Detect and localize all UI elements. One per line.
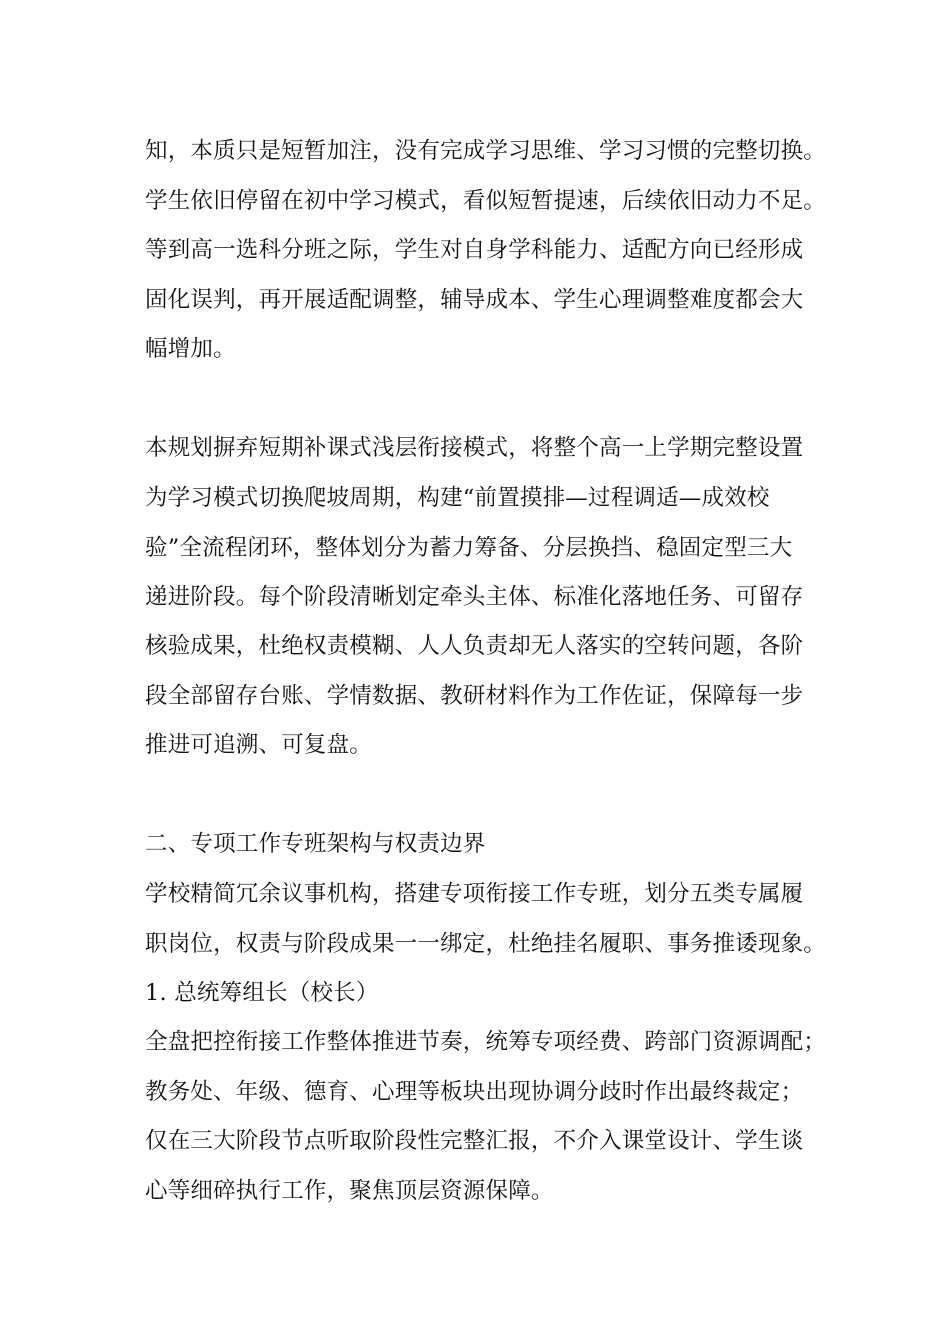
paragraph-line: 知，本质只是短暂加注，没有完成学习思维、学习习惯的完整切换。 [145, 138, 827, 164]
paragraph-line: 学生依旧停留在初中学习模式，看似短暂提速，后续依旧动力不足。 [145, 188, 827, 214]
paragraph-line: 固化误判，再开展适配调整，辅导成本、学生心理调整难度都会大 [145, 287, 804, 313]
paragraph-line: 推进可追溯、可复盘。 [145, 732, 373, 758]
paragraph-line: 幅增加。 [145, 336, 236, 362]
paragraph-line: 段全部留存台账、学情数据、教研材料作为工作佐证，保障每一步 [145, 683, 804, 709]
paragraph-line: 心等细碎执行工作，聚焦顶层资源保障。 [145, 1178, 554, 1204]
paragraph-line: 仅在三大阶段节点听取阶段性完整汇报，不介入课堂设计、学生谈 [145, 1128, 804, 1154]
paragraph-line: 等到高一选科分班之际，学生对自身学科能力、适配方向已经形成 [145, 237, 804, 263]
paragraph-line: 验”全流程闭环，整体划分为蓄力筹备、分层换挡、稳固定型三大 [145, 535, 793, 561]
paragraph-line: 核验成果，杜绝权责模糊、人人负责却无人落实的空转问题，各阶 [145, 633, 804, 659]
paragraph-line: 全盘把控衔接工作整体推进节奏，统筹专项经费、跨部门资源调配； [145, 1029, 827, 1055]
paragraph-line: 职岗位，权责与阶段成果一一绑定，杜绝挂名履职、事务推诿现象。 [145, 931, 827, 957]
paragraph-line: 递进阶段。每个阶段清晰划定牵头主体、标准化落地任务、可留存 [145, 584, 804, 610]
item-heading: 1. 总统筹组长（校长） [145, 980, 379, 1006]
section-heading: 二、专项工作专班架构与权责边界 [145, 831, 486, 857]
paragraph-line: 本规划摒弃短期补课式浅层衔接模式，将整个高一上学期完整设置 [145, 435, 804, 461]
paragraph-line: 学校精简冗余议事机构，搭建专项衔接工作专班，划分五类专属履 [145, 881, 804, 907]
paragraph-line: 为学习模式切换爬坡周期，构建“前置摸排—过程调适—成效校 [145, 485, 770, 511]
paragraph-line: 教务处、年级、德育、心理等板块出现协调分歧时作出最终裁定； [145, 1079, 804, 1105]
